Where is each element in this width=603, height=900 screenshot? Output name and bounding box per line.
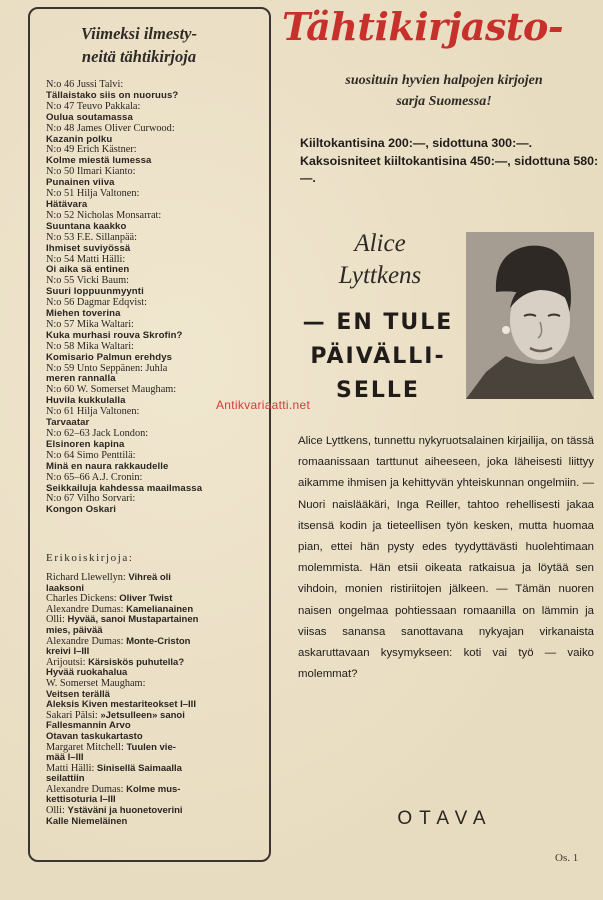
book-entry-number: N:o 48 James Oliver Curwood: <box>46 123 175 134</box>
special-book-title: Ystäväni ja huonetoverini <box>67 806 183 817</box>
book-entry-number: N:o 52 Nicholas Monsarrat: <box>46 210 162 221</box>
book-description: Alice Lyttkens, tunnettu nykyruotsalainen kirjailija, on tässä romaanissaan tarttunut aiheeseen, joka läheisesti liittyy aikamme ihmisen ja kehittyvän yhteiskunnan ongelmiin. — Nuori naislääkäri, Inga Reiller, tahtoo rehellisesti jakaa itsensä kodin ja tieteellisen työn kesken, mutta huomaa pian, ettei hän pysty edes tyydyttävästi huolehtimaan molemmista. Hän etsii oikeata ratkaisua ja löytää sen vihdoin, monien ristiriitojen jälkeen. — Tämän nuoren naisen ongelmaa pohtiessaan romaanilla on lämmin ja viisas sanansa sanottavana nykyajan virkanaista askaruttavaan kysymykseen: koti vai työ — vaiko molemmat? <box>298 435 594 681</box>
book-entry-number: N:o 46 Jussi Talvi: <box>46 80 124 90</box>
book-entry-number: N:o 62–63 Jack London: <box>46 429 149 439</box>
special-book-title-cont: Veitsen terällä <box>46 689 110 700</box>
special-book-author: Sakari Pälsi: <box>46 710 98 721</box>
book-entry-title: Suuri loppuunmyynti <box>46 287 144 298</box>
recent-books-list <box>46 80 271 516</box>
special-books-heading: Erikoiskirjoja: <box>46 552 134 564</box>
special-book-entry <box>46 732 271 743</box>
book-entry-number: N:o 58 Mika Waltari: <box>46 341 134 352</box>
special-book-title: Hyvää ruokahalua <box>46 668 128 679</box>
publisher-name: OTAVA <box>397 808 493 829</box>
book-entry-number: N:o 65–66 A.J. Cronin: <box>46 472 143 483</box>
special-book-entry <box>46 806 271 817</box>
series-brand-title: Tähtikirjasto- <box>282 4 564 49</box>
book-entry-number: N:o 67 Vilho Sorvari: <box>46 494 136 505</box>
book-entry-title: Punainen viiva <box>46 178 115 189</box>
special-book-author: Arijoutsi: <box>46 657 86 668</box>
special-book-title: Tuulen vie- <box>126 742 176 753</box>
special-book-entry <box>46 700 271 711</box>
special-book-entry <box>46 658 271 669</box>
special-book-title: »Jetsulleen» sanoi <box>100 710 185 721</box>
book-entry-title: Suuntana kaakko <box>46 221 127 232</box>
book-entry-number: N:o 56 Dagmar Edqvist: <box>46 298 147 309</box>
special-book-entry <box>46 785 271 796</box>
special-book-entry <box>46 637 271 648</box>
book-entry-number: N:o 49 Erich Kästner: <box>46 145 137 156</box>
author-portrait <box>466 232 594 399</box>
special-book-entry <box>46 764 271 775</box>
special-book-title: Kärsiskös puhutella? <box>88 657 185 668</box>
special-book-title-cont: laaksoni <box>46 583 85 594</box>
special-book-entry <box>46 605 271 616</box>
special-book-entry <box>46 615 271 626</box>
book-entry-number: N:o 47 Teuvo Pakkala: <box>46 101 141 112</box>
book-entry-number: N:o 51 Hilja Valtonen: <box>46 189 140 200</box>
special-book-title: Monte-Criston <box>126 636 191 647</box>
book-entry-number: N:o 64 Simo Penttilä: <box>46 450 136 461</box>
special-book-entry <box>46 573 271 584</box>
book-entry-number: N:o 60 W. Somerset Maugham: <box>46 385 177 396</box>
book-entry-number: N:o 53 F.E. Sillanpää: <box>46 232 137 243</box>
special-book-title: Kamelianainen <box>126 604 194 615</box>
price-info: Kiiltokantisina 200:—, sidottuna 300:—. Kaksoisniteet kiiltokantisina 450:—, sidottuna 580:—. <box>300 136 599 185</box>
special-book-title-cont: mää I–III <box>46 753 84 764</box>
special-book-author: Olli: <box>46 615 65 626</box>
book-title: — EN TULE PÄIVÄLLI- SELLE <box>302 310 454 403</box>
book-entry-title: Komisario Palmun erehdys <box>46 352 173 363</box>
special-book-author: Charles Dickens: <box>46 594 117 605</box>
special-book-title: Vihreä oli <box>128 573 171 583</box>
special-book-title: Hyvää, sanoi Mustapartainen <box>67 615 199 626</box>
special-book-title: Oliver Twist <box>119 594 173 605</box>
book-entry-title: Oulua soutamassa <box>46 112 133 123</box>
special-book-title: Otavan taskukartasto <box>46 731 143 742</box>
book-entry-title: meren rannalla <box>46 374 116 385</box>
special-book-entry <box>46 594 271 605</box>
book-entry-number: N:o 54 Matti Hälli: <box>46 254 126 265</box>
watermark: Antikvariaatti.net <box>216 398 311 412</box>
special-book-title-cont: Fallesmannin Arvo <box>46 721 131 732</box>
book-entry-number: N:o 61 Hilja Valtonen: <box>46 407 140 418</box>
book-entry-number: N:o 59 Unto Seppänen: Juhla <box>46 363 168 374</box>
book-entry-title: Hätävara <box>46 199 88 210</box>
special-book-author: Alexandre Dumas: <box>46 784 124 795</box>
book-entry-title: Seikkailuja kahdessa maailmassa <box>46 483 203 494</box>
special-book-title-cont: mies, päivää <box>46 625 103 636</box>
special-book-author: Margaret Mitchell: <box>46 742 124 753</box>
book-entry-title: Miehen toverina <box>46 309 121 320</box>
special-book-entry <box>46 668 271 679</box>
book-entry-title: Elsinoren kapina <box>46 439 125 450</box>
special-book-title-cont: Kalle Niemeläinen <box>46 816 128 827</box>
book-entry-title: Kolme miestä lumessa <box>46 156 152 167</box>
special-book-title-cont: seilattiin <box>46 774 85 785</box>
special-books-list <box>46 573 271 827</box>
recent-books-heading: Viimeksi ilmesty- neitä tähtikirjoja <box>81 24 197 66</box>
book-entry-title: Kazanin polku <box>46 134 113 145</box>
special-book-title: Kolme mus- <box>126 784 181 795</box>
author-name: Alice Lyttkens <box>338 230 422 289</box>
book-entry-number: N:o 55 Vicki Baum: <box>46 276 129 287</box>
author-portrait-image <box>466 232 594 399</box>
special-book-author: W. Somerset Maugham: <box>46 678 146 689</box>
special-book-entry <box>46 711 271 722</box>
book-entry-title: Minä en naura rakkaudelle <box>46 461 169 472</box>
book-entry-title: Kongon Oskari <box>46 505 117 516</box>
special-book-author: Olli: <box>46 806 65 817</box>
book-entry-title: Ihmiset suviyössä <box>46 243 131 254</box>
special-book-title-cont: kettisoturia I–III <box>46 795 116 806</box>
book-entry-title: Oi aika sä entinen <box>46 265 130 276</box>
special-book-entry <box>46 743 271 754</box>
book-entry-number: N:o 57 Mika Waltari: <box>46 319 134 330</box>
book-entry-title: Tällaistako siis on nuoruus? <box>46 90 179 101</box>
book-entry-title: Tarvaatar <box>46 418 90 429</box>
series-tagline: suosituin hyvien halpojen kirjojen sarja Suomessa! <box>345 73 543 109</box>
special-book-author: Matti Hälli: <box>46 763 95 774</box>
book-entry-title: Kuka murhasi rouva Skrofin? <box>46 330 183 341</box>
print-code: Os. 1 <box>555 852 579 864</box>
special-book-title: Sinisellä Saimaalla <box>96 763 182 774</box>
book-entry-title: Huvila kukkulalla <box>46 396 126 407</box>
special-book-title-cont: kreivi I–III <box>46 647 90 658</box>
special-book-author: Alexandre Dumas: <box>46 604 124 615</box>
special-book-entry <box>46 679 271 690</box>
book-entry-number: N:o 50 Ilmari Kianto: <box>46 167 136 178</box>
special-book-author: Richard Llewellyn: <box>46 573 126 583</box>
special-book-title: Aleksis Kiven mestariteokset I–III <box>46 700 196 711</box>
special-book-author: Alexandre Dumas: <box>46 636 124 647</box>
